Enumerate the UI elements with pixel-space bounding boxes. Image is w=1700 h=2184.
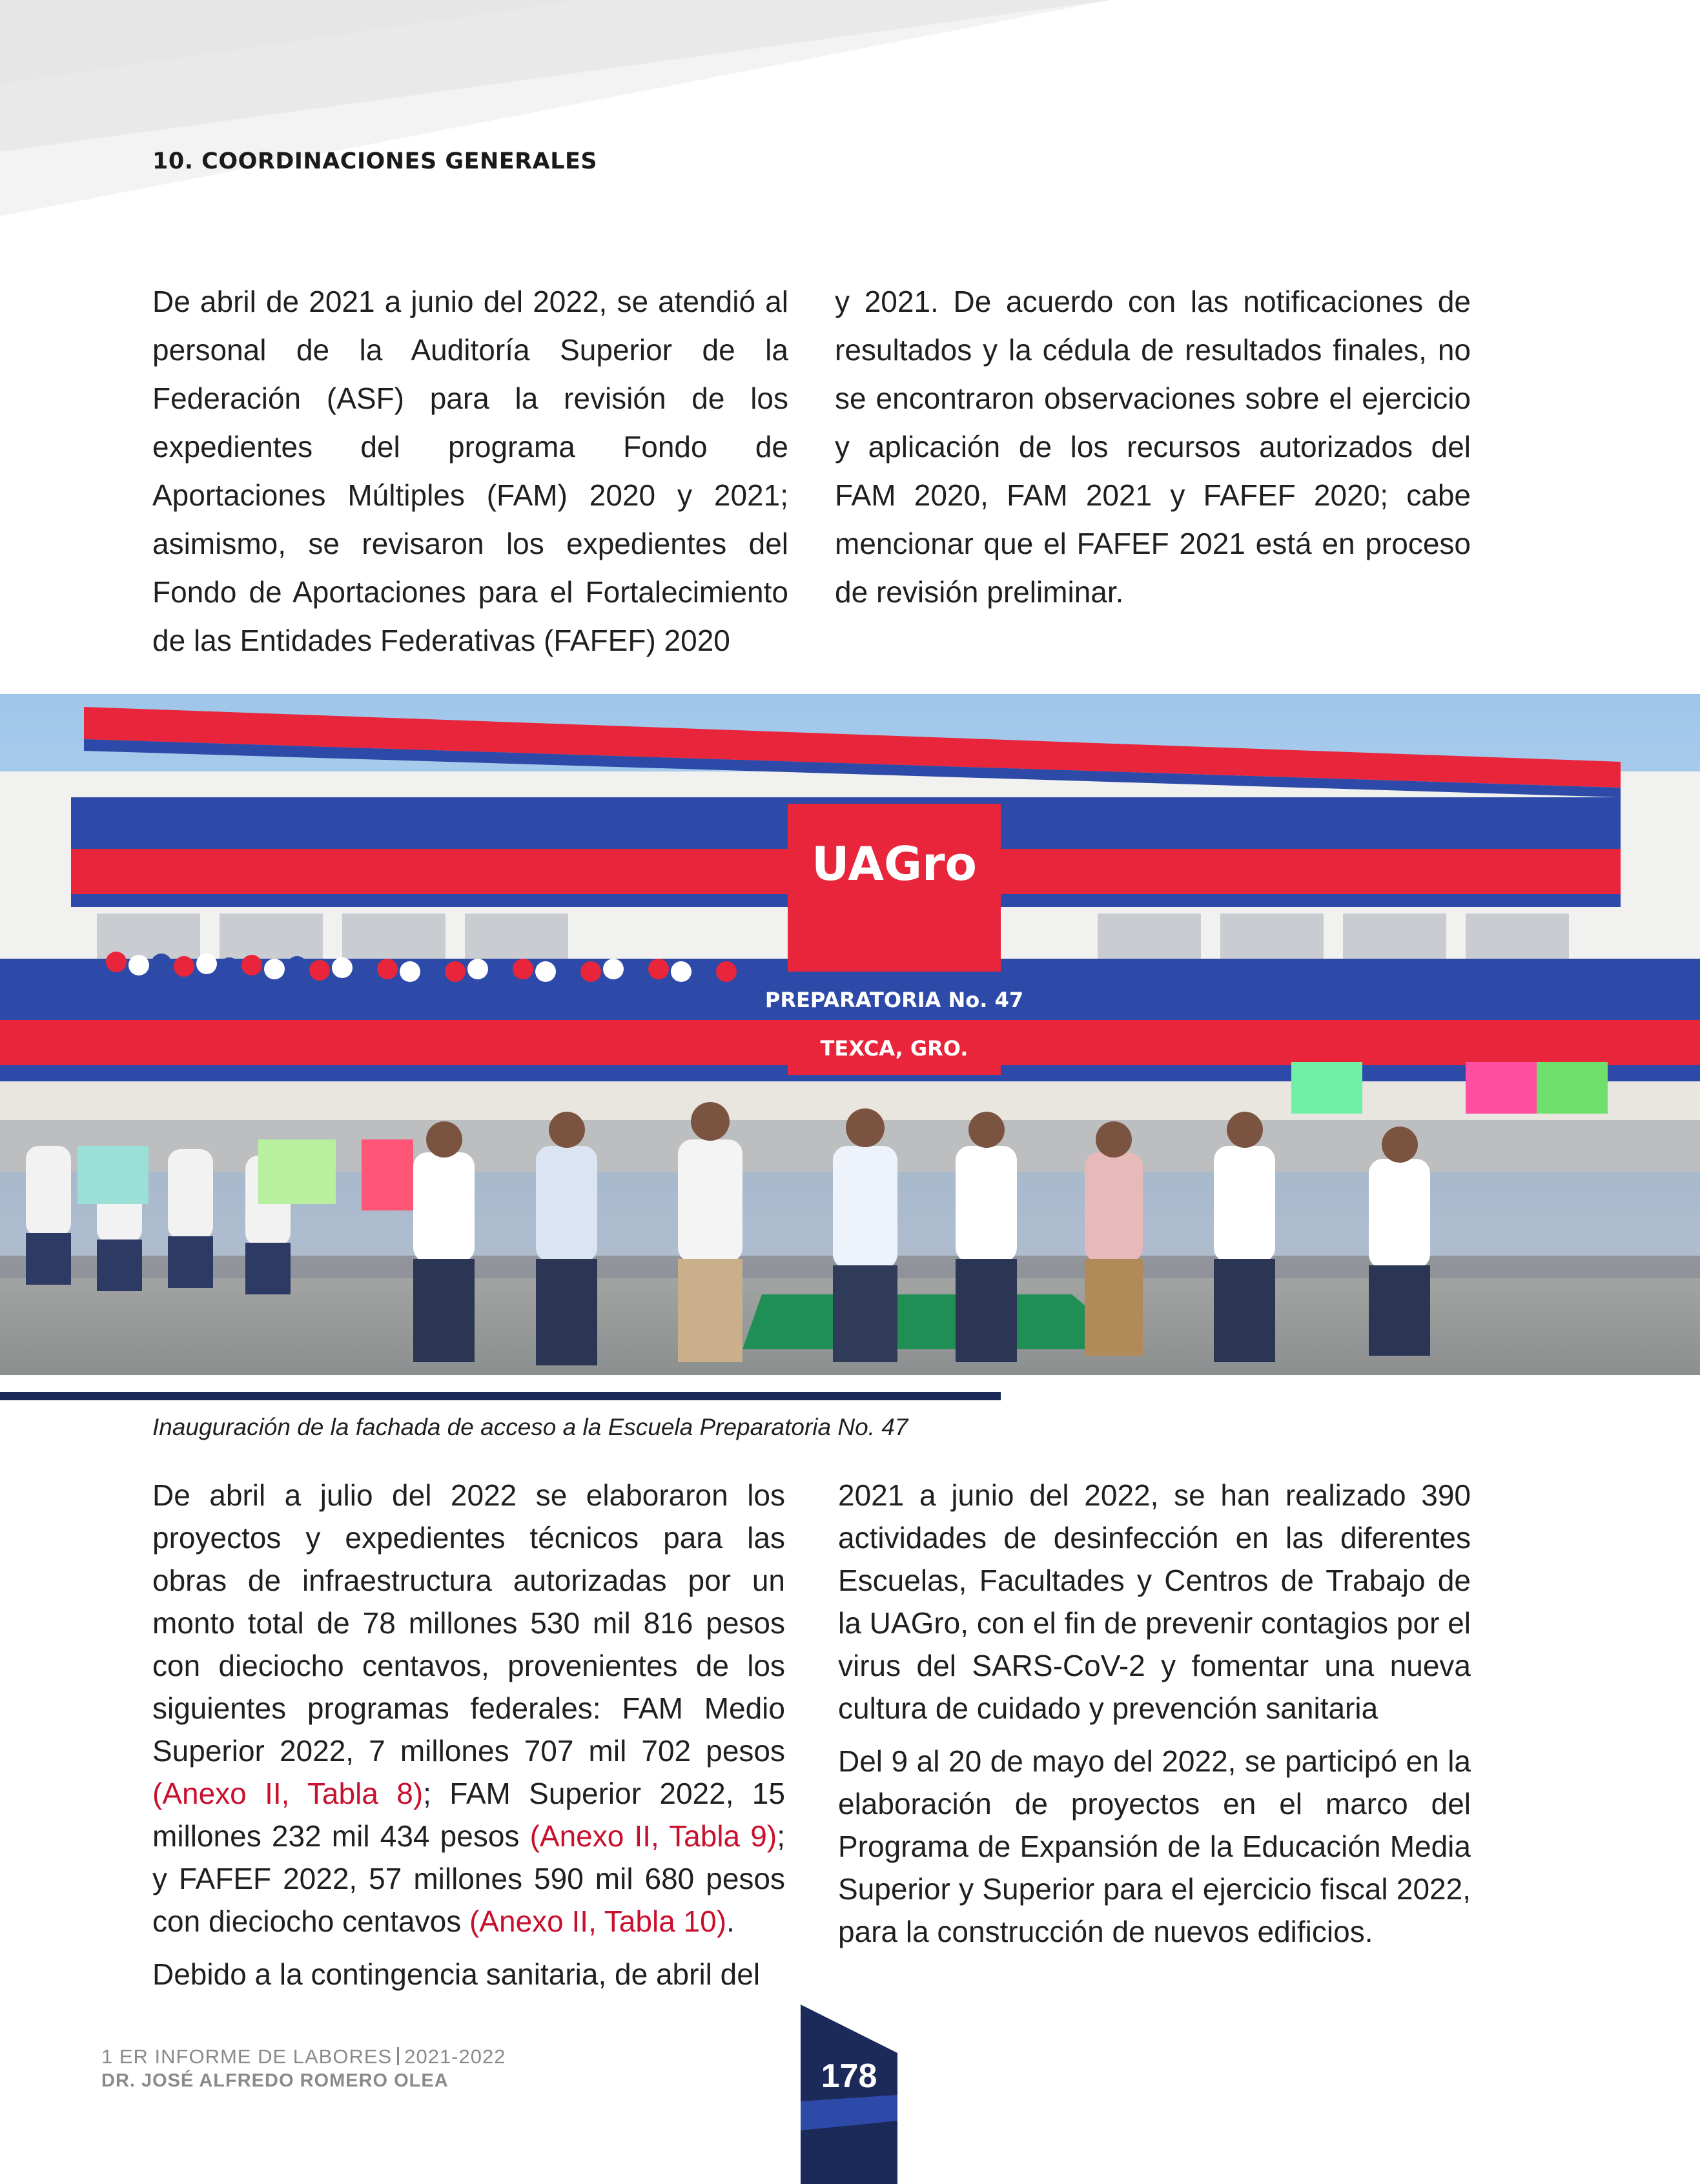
- paragraph: y 2021. De acuerdo con las notificaciones de resultados y la cédula de resultados finales, no se encontraron observaciones sobre el ejercicio y aplicación de los recursos autorizados del FAM 2020, FAM 2021 y FAFEF 2020; cabe mencionar que el FAFEF 2021 está en proceso de revisión preliminar.: [835, 285, 1471, 609]
- paragraph: Debido a la contingencia sanitaria, de abril del: [152, 1957, 761, 1991]
- annex-reference[interactable]: (Anexo II, Tabla 9): [529, 1819, 777, 1853]
- sign-uagro: UAGro: [811, 837, 978, 891]
- annex-reference[interactable]: (Anexo II, Tabla 10): [469, 1904, 727, 1938]
- paragraph: 2021 a junio del 2022, se han realizado 390 actividades de desinfección en las diferentes Escuelas, Facultades y Centros de Trabajo de la UAGro, con el fin de prevenir contagios por el virus del SARS-CoV-2 y fomentar una nueva cultura de cuidado y prevención sanitaria: [838, 1478, 1471, 1725]
- annex-reference[interactable]: (Anexo II, Tabla 8): [152, 1777, 424, 1810]
- photo-caption: Inauguración de la fachada de acceso a la Escuela Preparatoria No. 47: [152, 1414, 908, 1440]
- bottom-right-column: [838, 1474, 1471, 1963]
- school-facade-photo: [0, 694, 1700, 1375]
- top-left-column: [152, 278, 788, 675]
- paragraph: Del 9 al 20 de mayo del 2022, se participó en la elaboración de proyectos en el marco del Programa de Expansión de la Educación Media Superior y Superior para el ejercicio fiscal 2022, para la construcción de nuevos edificios.: [838, 1744, 1471, 1948]
- footer-report: 1 ER INFORME DE LABORES 2021-2022: [101, 2045, 506, 2068]
- sign-school: PREPARATORIA No. 47: [764, 988, 1024, 1012]
- bottom-left-column: [152, 1474, 785, 2006]
- sign-location: TEXCA, GRO.: [820, 1036, 968, 1061]
- paragraph: De abril de 2021 a junio del 2022, se atendió al personal de la Auditoría Superior de la Federación (ASF) para la revisión de los expedientes del programa Fondo de Aportaciones Múltiples (FAM) 2020 y 2021; asimismo, se revisaron los expedientes del Fondo de Aportaciones para el Fortalecimiento de las Entidades Federativas (FAFEF) 2020: [152, 285, 788, 657]
- section-title: 10. COORDINACIONES GENERALES: [152, 148, 598, 174]
- footer-author: DR. JOSÉ ALFREDO ROMERO OLEA: [101, 2070, 449, 2091]
- top-right-column: [835, 278, 1471, 627]
- page-number: 178: [821, 2057, 877, 2095]
- photo-rule: [0, 1392, 1001, 1400]
- paragraph: De abril a julio del 2022 se elaboraron los proyectos y expedientes técnicos para las obras de infraestructura autorizadas por un monto total de 78 millones 530 mil 816 pesos con dieciocho centavos, provenientes de los siguientes programas federales: FAM Medio Superior 2022, 7 millones 707 mil 702 pesos (Anexo II, Tabla 8); FAM Superior 2022, 15 millones 232 mil 434 pesos (Anexo II, Tabla 9); y FAFEF 2022, 57 millones 590 mil 680 pesos con dieciocho centavos (Anexo II, Tabla 10).: [152, 1478, 785, 1938]
- corner-decoration: [0, 0, 1162, 232]
